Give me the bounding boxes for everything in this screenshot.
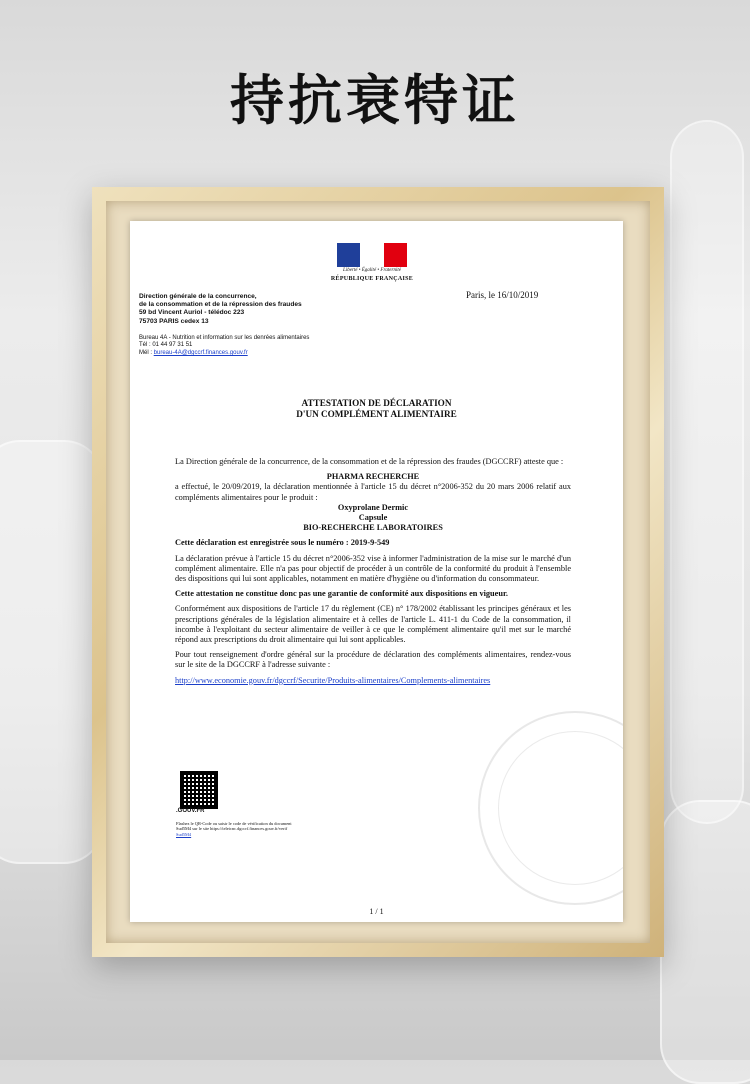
product-form: Capsule [358, 513, 388, 523]
qr-verification-note: Flashez le QR-Code ou saisir le code de vérification du document Sud5M4 sur le site https://teleicnc.dgccrf.finances.gouv.fr/verif Sud5M4 [176, 821, 292, 837]
document-title: ATTESTATION DE DÉCLARATION D'UN COMPLÉMENT ALIMENTAIRE [296, 398, 457, 419]
sender-address: Direction générale de la concurrence, de la consommation et de la répression des fraudes 59 bd Vincent Auriol - télédoc 223 75703 PARIS cedex 13 [139, 293, 302, 325]
paragraph-2: Conformément aux dispositions de l'article 17 du règlement (CE) n° 178/2002 établissant les principes généraux et les prescriptions générales de la législation alimentaire et à celles de l'article L. 411-1 du Code de la consommation, il incombe à l'exploitant du secteur alimentaire de veiller à ce que le complément alimentaire qu'il met sur le marché répond aux prescriptions du droit alimentaire qui lui sont applicables. [175, 604, 571, 645]
laboratory-name: BIO-RECHERCHE LABORATOIRES [303, 523, 443, 533]
page-number: 1 / 1 [369, 907, 384, 916]
certificate-document [130, 221, 623, 922]
republic-motto: Liberté • Égalité • Fraternité [343, 268, 401, 273]
paragraph-1: La déclaration prévue à l'article 15 du décret n°2006-352 vise à informer l'administration de la mise sur le marché d'un complément alimentaire. Elle n'a pas pour objectif de procéder à un contrôle de la conformité du produit à l'ensemble des dispositions qui lui sont applicables, notamment en matière d'hygiène ou d'information du consommateur. [175, 553, 571, 584]
republic-seal-watermark [478, 711, 623, 905]
bureau-contact: Bureau 4A - Nutrition et information sur les denrées alimentaires Tél : 01 44 97 31 51 Mél : bureau-4A@dgccrf.finances.gouv.fr [139, 335, 310, 356]
paragraph-3: Pour tout renseignement d'ordre général sur la procédure de déclaration des compléments alimentaires, rendez-vous sur le site de la DGCCRF à l'adresse suivante : [175, 650, 571, 670]
document-body [175, 457, 571, 686]
declaration-text: a effectué, le 20/09/2019, la déclaration mentionnée à l'article 15 du décret n°2006-352 du 20 mars 2006 relatif aux compléments alimentaires pour le produit : [175, 482, 571, 502]
background-glassware-left [0, 440, 104, 864]
background-flask [660, 800, 750, 1084]
dgccrf-url-link[interactable]: http://www.economie.gouv.fr/dgccrf/Securite/Produits-alimentaires/Complements-alimentaires [175, 675, 491, 685]
republic-name: RÉPUBLIQUE FRANÇAISE [330, 276, 414, 282]
intro-text: La Direction générale de la concurrence, de la consommation et de la répression des fraudes (DGCCRF) atteste que : [175, 457, 564, 466]
document-date: Paris, le 16/10/2019 [466, 290, 539, 300]
conformity-warning: Cette attestation ne constitue donc pas une garantie de conformité aux dispositions en vigueur. [175, 589, 508, 599]
registration-number: Cette déclaration est enregistrée sous le numéro : 2019-9-549 [175, 538, 390, 548]
qr-label: .GOUV.FR [176, 808, 205, 814]
page-heading: 持抗衰特证 [230, 69, 520, 132]
bureau-email-link[interactable]: bureau-4A@dgccrf.finances.gouv.fr [153, 349, 248, 356]
company-name: PHARMA RECHERCHE [326, 472, 420, 482]
qr-code [180, 771, 218, 809]
product-name: Oxyprolane Dermic [337, 502, 409, 512]
background-glassware-right [670, 120, 744, 824]
marianne-logo [337, 243, 407, 267]
